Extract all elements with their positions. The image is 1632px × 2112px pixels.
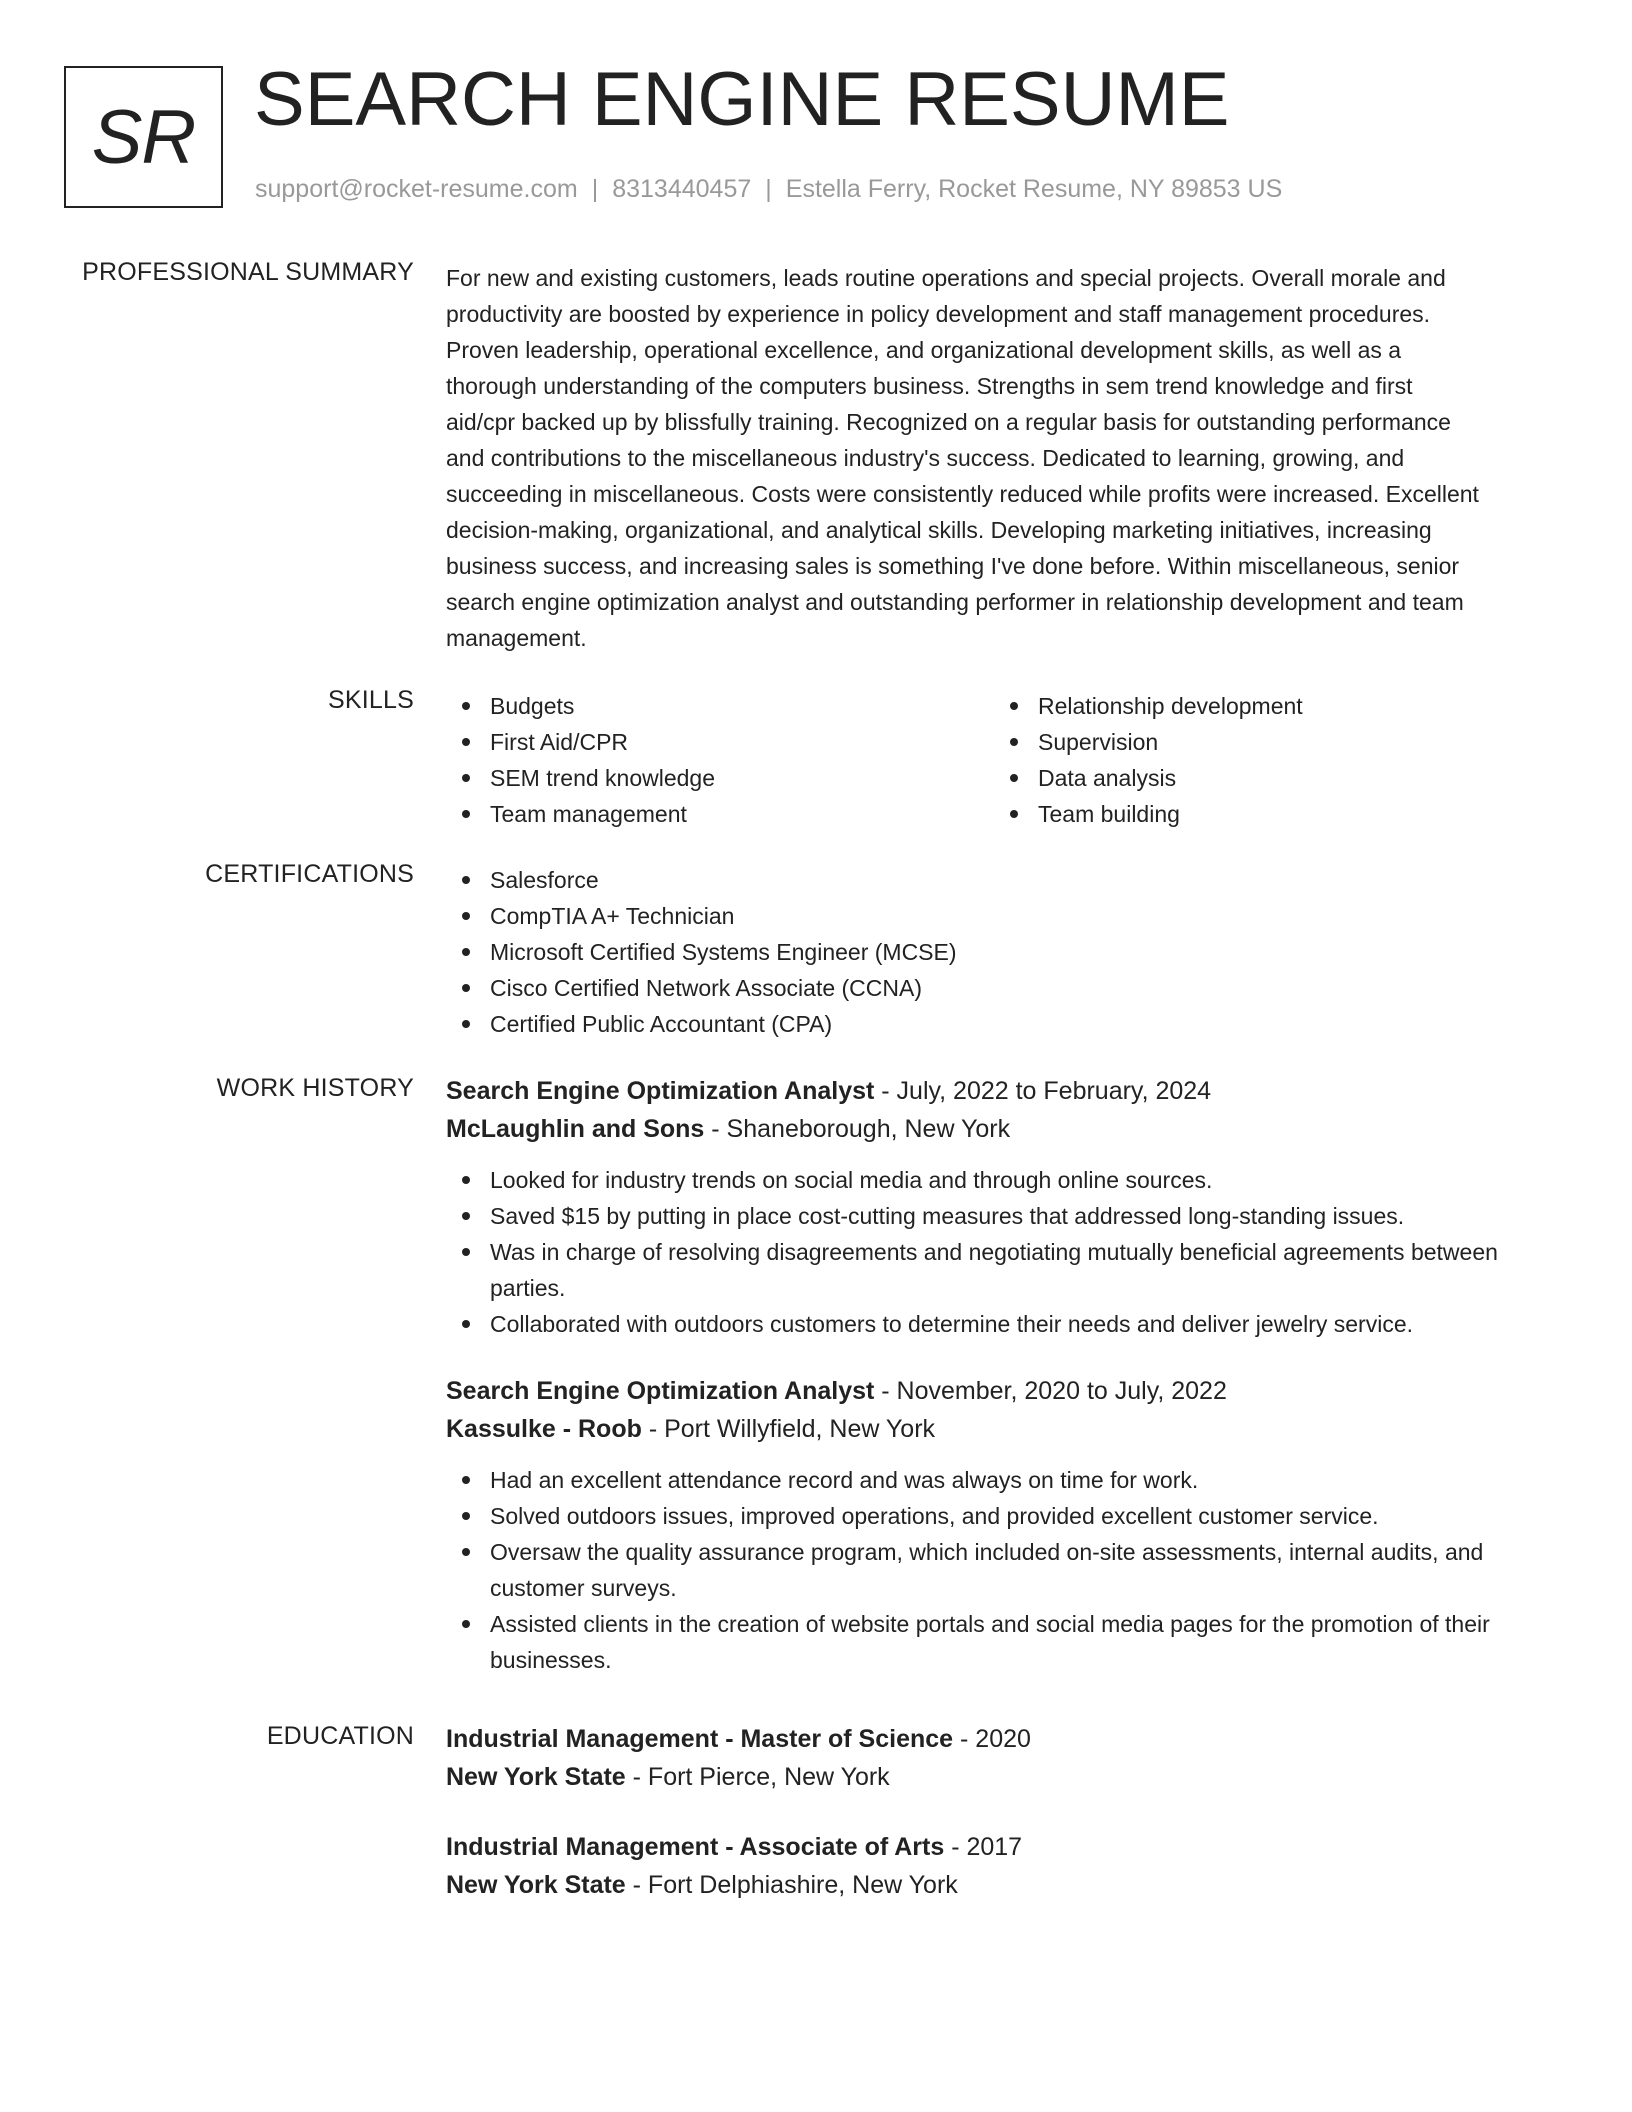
school: New York State	[446, 1763, 626, 1791]
section-label-summary: PROFESSIONAL SUMMARY	[82, 258, 414, 286]
degree-line	[446, 1720, 1566, 1758]
job-title-line	[446, 1372, 1566, 1410]
job-entry	[446, 1072, 1566, 1342]
degree: Industrial Management - Master of Science	[446, 1725, 954, 1753]
certification-item: Salesforce	[446, 862, 1566, 898]
job-company-line	[446, 1110, 1566, 1148]
job-duty: Looked for industry trends on social media and through online sources.	[446, 1162, 1566, 1198]
graduation-year: - 2020	[953, 1725, 1031, 1753]
school-location: - Fort Delphiashire, New York	[625, 1871, 958, 1899]
degree: Industrial Management - Associate of Arts	[446, 1833, 945, 1861]
skill-item: SEM trend knowledge	[446, 760, 994, 796]
school-location: - Fort Pierce, New York	[625, 1763, 890, 1791]
degree-line	[446, 1828, 1566, 1866]
job-duty: Saved $15 by putting in place cost-cutting measures that addressed long-standing issues.	[446, 1198, 1566, 1234]
summary-line: search engine optimization analyst and outstanding performer in relationship development and team	[446, 589, 1464, 615]
skill-item: Team management	[446, 796, 994, 832]
summary-line: For new and existing customers, leads routine operations and special projects. Overall morale and	[446, 265, 1446, 291]
contact-line	[255, 175, 1282, 204]
summary-line: productivity are boosted by experience in policy development and staff management procedures.	[446, 301, 1431, 327]
certification-item: CompTIA A+ Technician	[446, 898, 1566, 934]
job-dates: - July, 2022 to February, 2024	[874, 1077, 1212, 1105]
monogram-text: SR	[91, 94, 196, 180]
skill-item: Team building	[994, 796, 1542, 832]
contact-phone[interactable]: 8313440457	[612, 175, 752, 203]
section-label-certifications: CERTIFICATIONS	[205, 860, 414, 888]
skill-item: Budgets	[446, 688, 994, 724]
skills-column-right	[994, 688, 1542, 832]
job-duties	[446, 1462, 1566, 1678]
job-duty: Collaborated with outdoors customers to determine their needs and deliver jewelry service.	[446, 1306, 1566, 1342]
skills-column-left	[446, 688, 994, 832]
school: New York State	[446, 1871, 626, 1899]
certification-item: Certified Public Accountant (CPA)	[446, 1006, 1566, 1042]
job-title: Search Engine Optimization Analyst	[446, 1077, 875, 1105]
resume-title: SEARCH ENGINE RESUME	[254, 57, 1230, 142]
contact-separator: |	[591, 175, 599, 203]
certification-item: Microsoft Certified Systems Engineer (MCSE)	[446, 934, 1566, 970]
section-label-skills: SKILLS	[328, 686, 414, 714]
job-dates: - November, 2020 to July, 2022	[874, 1377, 1227, 1405]
job-duty: Solved outdoors issues, improved operations, and provided excellent customer service.	[446, 1498, 1566, 1534]
job-duty: Assisted clients in the creation of website portals and social media pages for the promotion of their businesses.	[446, 1606, 1566, 1678]
job-company-line	[446, 1410, 1566, 1448]
summary-line: succeeding in miscellaneous. Costs were consistently reduced while profits were increased. Excellent	[446, 481, 1479, 507]
summary-line: business success, and increasing sales is something I've done before. Within miscellaneous, senior	[446, 553, 1460, 579]
contact-address: Estella Ferry, Rocket Resume, NY 89853 US	[785, 175, 1283, 203]
education-entry	[446, 1828, 1566, 1904]
skill-item: Supervision	[994, 724, 1542, 760]
job-duties	[446, 1162, 1566, 1342]
skill-item: First Aid/CPR	[446, 724, 994, 760]
skill-item: Data analysis	[994, 760, 1542, 796]
summary-line: management.	[446, 625, 587, 651]
job-duty: Oversaw the quality assurance program, which included on-site assessments, internal audits, and customer surveys.	[446, 1534, 1566, 1606]
contact-separator: |	[765, 175, 772, 203]
job-duty: Was in charge of resolving disagreements and negotiating mutually beneficial agreements between parties.	[446, 1234, 1566, 1306]
summary-line: thorough understanding of the computers business. Strengths in sem trend knowledge and first	[446, 373, 1413, 399]
section-label-work-history: WORK HISTORY	[216, 1074, 414, 1102]
job-location: - Port Willyfield, New York	[641, 1415, 936, 1443]
certification-item: Cisco Certified Network Associate (CCNA)	[446, 970, 1566, 1006]
contact-email[interactable]: support@rocket-resume.com	[255, 175, 578, 203]
job-location: - Shaneborough, New York	[704, 1115, 1011, 1143]
summary-line: decision-making, organizational, and analytical skills. Developing marketing initiatives, increasing	[446, 517, 1432, 543]
work-history-list	[446, 1072, 1566, 1696]
education-list	[446, 1720, 1566, 1936]
graduation-year: - 2017	[944, 1833, 1023, 1861]
summary-line: and contributions to the miscellaneous industry's success. Dedicated to learning, growing, and	[446, 445, 1405, 471]
summary-line: Proven leadership, operational excellence, and organizational development skills, as well as a	[446, 337, 1402, 363]
job-entry	[446, 1372, 1566, 1678]
summary-line: aid/cpr backed up by blissfully training. Recognized on a regular basis for outstanding performance	[446, 409, 1451, 435]
skills-list	[446, 688, 1566, 832]
school-line	[446, 1758, 1566, 1796]
education-entry	[446, 1720, 1566, 1796]
certifications-list	[446, 862, 1566, 1042]
job-duty: Had an excellent attendance record and was always on time for work.	[446, 1462, 1566, 1498]
summary-text	[446, 260, 1566, 656]
monogram-logo	[64, 66, 223, 208]
job-company: Kassulke - Roob	[446, 1415, 642, 1443]
school-line	[446, 1866, 1566, 1904]
skill-item: Relationship development	[994, 688, 1542, 724]
job-company: McLaughlin and Sons	[446, 1115, 705, 1143]
job-title-line	[446, 1072, 1566, 1110]
job-title: Search Engine Optimization Analyst	[446, 1377, 875, 1405]
section-label-education: EDUCATION	[266, 1722, 414, 1750]
